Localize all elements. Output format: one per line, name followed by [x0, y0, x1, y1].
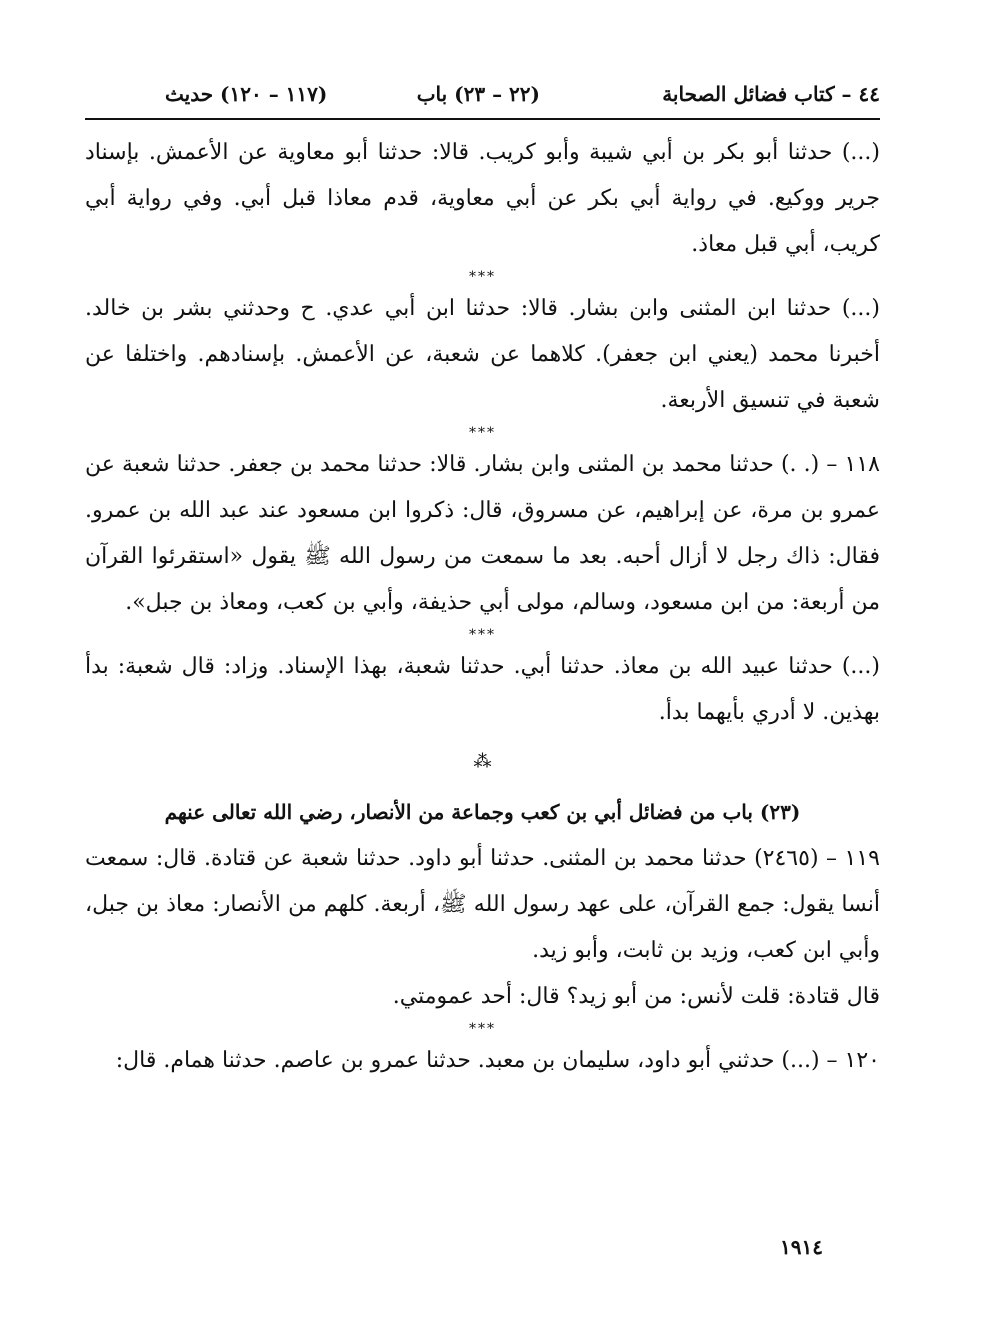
hadith-paragraph: ١٢٠ – (...) حدثني أبو داود، سليمان بن معبد. حدثنا عمرو بن عاصم. حدثنا همام. قال:	[115, 1048, 880, 1073]
separator-stars: ***	[469, 1021, 496, 1037]
hadith-range: (١١٧ – ١٢٠) حديث	[165, 82, 328, 106]
separator-stars: ***	[469, 627, 496, 643]
separator-stars: ***	[469, 269, 496, 285]
hadith-paragraph: (...) حدثنا ابن المثنى وابن بشار. قالا: حدثنا ابن أبي عدي. ح وحدثني بشر بن خالد. أخبرنا محمد (يعني ابن جعفر). كلاهما عن شعبة، عن الأعمش. بإسنادهم. واختلفا عن شعبة في تنسيق الأربعة.	[85, 296, 880, 413]
hadith-paragraph: (...) حدثنا عبيد الله بن معاذ. حدثنا أبي. حدثنا شعبة، بهذا الإسناد. وزاد: قال شعبة: بدأ بهذين. لا أدري بأيهما بدأ.	[85, 654, 880, 725]
chapter-range: (٢٢ – ٢٣) باب	[416, 82, 540, 106]
separator-stars: ***	[469, 425, 496, 441]
chapter-heading: (٢٣) باب من فضائل أبي بن كعب وجماعة من الأنصار، رضي الله تعالى عنهم	[164, 800, 801, 824]
hadith-paragraph: قال قتادة: قلت لأنس: من أبو زيد؟ قال: أحد عمومتي.	[392, 984, 880, 1009]
page-header	[85, 74, 880, 114]
section-separator: ⁂	[473, 751, 492, 772]
hadith-paragraph: ١١٨ – (. .) حدثنا محمد بن المثنى وابن بشار. قالا: حدثنا محمد بن جعفر. حدثنا شعبة عن عمرو بن مرة، عن إبراهيم، عن مسروق، قال: ذكروا ابن مسعود عند عبد الله بن عمرو. فقال: ذاك رجل لا أزال أحبه. بعد ما سمعت من رسول الله ﷺ يقول «استقرئوا القرآن من أربعة: من ابن مسعود، وسالم، مولى أبي حذيفة، وأبي بن كعب، ومعاذ بن جبل».	[85, 452, 880, 615]
page-title: ٤٤ – كتاب فضائل الصحابة	[662, 82, 880, 106]
header-rule	[85, 118, 880, 120]
page-body	[85, 130, 880, 1084]
hadith-paragraph: (...) حدثنا أبو بكر بن أبي شيبة وأبو كريب. قالا: حدثنا أبو معاوية عن الأعمش. بإسناد جرير ووكيع. في رواية أبي بكر عن أبي معاوية، قدم معاذا قبل أبي. وفي رواية أبي كريب، أبي قبل معاذ.	[85, 140, 880, 257]
page-number: ١٩١٤	[780, 1235, 823, 1259]
hadith-paragraph: ١١٩ – (٢٤٦٥) حدثنا محمد بن المثنى. حدثنا أبو داود. حدثنا شعبة عن قتادة. قال: سمعت أنسا يقول: جمع القرآن، على عهد رسول الله ﷺ، أربعة. كلهم من الأنصار: معاذ بن جبل، وأبي ابن كعب، وزيد بن ثابت، وأبو زيد.	[85, 846, 880, 963]
